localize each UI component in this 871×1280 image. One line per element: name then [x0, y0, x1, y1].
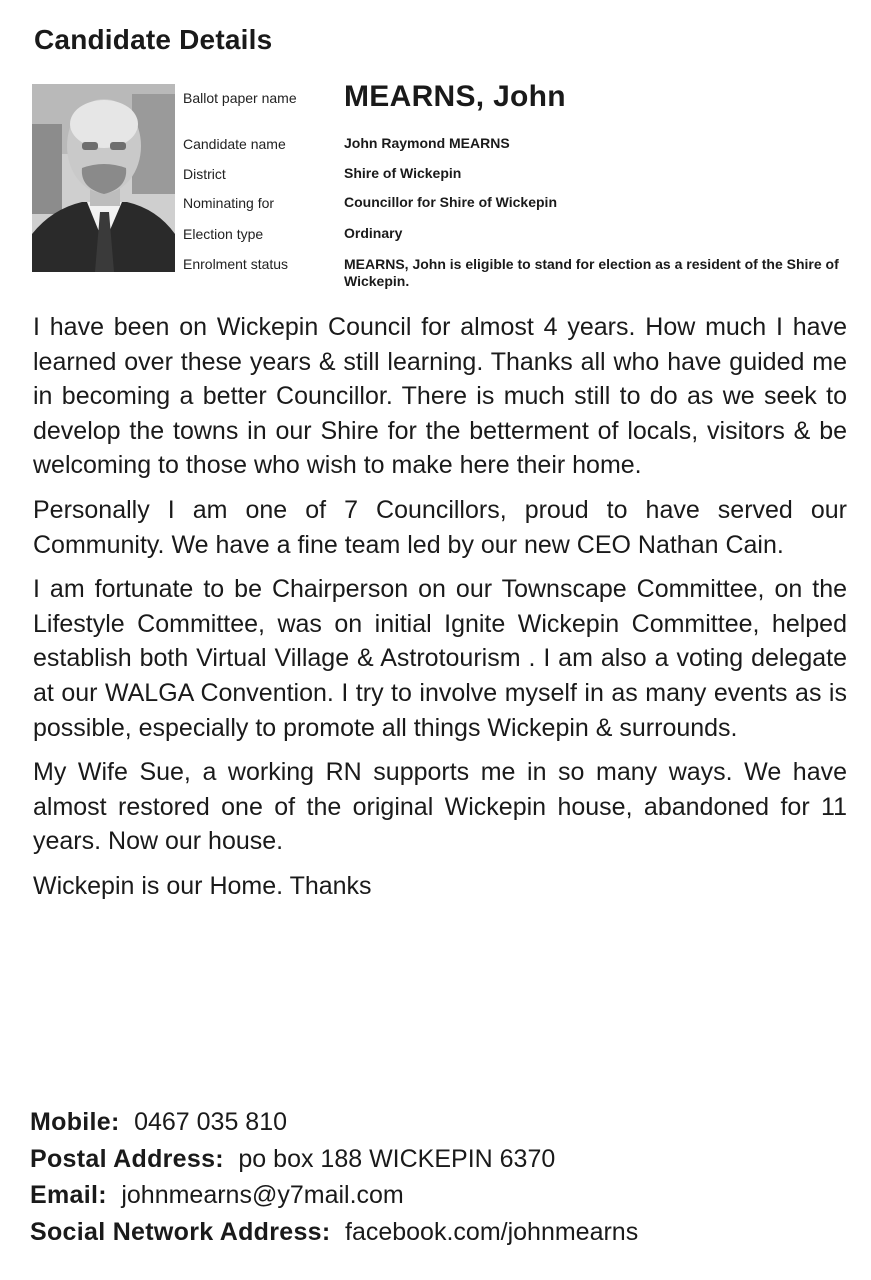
ballot-name-value: MEARNS, John [344, 80, 566, 113]
postal-label: Postal Address: [30, 1144, 239, 1173]
ballot-name-label: Ballot paper name [183, 90, 297, 106]
page-title: Candidate Details [34, 24, 273, 55]
enrolment-status-value: MEARNS, John is eligible to stand for election as a resident of the Shire of Wickepin. [344, 256, 839, 289]
candidate-statement [33, 310, 847, 914]
postal-row [30, 1141, 638, 1178]
statement-paragraph: I have been on Wickepin Council for almost 4 years. How much I have learned over these years & still learning. Thanks all who have guided me in becoming a better Councillor. There is much still to do as we seek to develop the towns in our Shire for the betterment of locals, visitors & be welcoming to those who wish to make here their home. [33, 313, 847, 480]
candidate-name-value: John Raymond MEARNS [344, 135, 510, 151]
email-label: Email: [30, 1181, 122, 1209]
contact-details [30, 1104, 638, 1250]
candidate-name-label: Candidate name [183, 136, 286, 152]
election-type-value: Ordinary [344, 225, 403, 241]
district-value: Shire of Wickepin [344, 165, 462, 181]
email-value: johnmearns@y7mail.com [121, 1181, 404, 1209]
mobile-label: Mobile: [30, 1108, 135, 1136]
election-type-label: Election type [183, 226, 264, 242]
mobile-row [30, 1104, 638, 1141]
statement-paragraph: Wickepin is our Home. Thanks [33, 871, 372, 900]
candidate-portrait-icon [32, 84, 175, 272]
statement-paragraph: My Wife Sue, a working RN supports me in so many ways. We have almost restored one of the original Wickepin house, abandoned for 11 years. Now our house. [33, 758, 847, 856]
social-row [30, 1214, 638, 1251]
nominating-for-label: Nominating for [183, 195, 275, 211]
enrolment-status-label: Enrolment status [183, 256, 289, 272]
candidate-photo [32, 84, 175, 272]
social-label: Social Network Address: [30, 1217, 345, 1246]
statement-paragraph: Personally I am one of 7 Councillors, proud to have served our Community. We have a fine team led by our new CEO Nathan Cain. [33, 495, 847, 559]
nominating-for-value: Councillor for Shire of Wickepin [344, 194, 558, 210]
social-value: facebook.com/johnmearns [345, 1217, 639, 1246]
email-row [30, 1177, 638, 1214]
mobile-value: 0467 035 810 [134, 1108, 288, 1136]
district-label: District [183, 166, 226, 182]
statement-paragraph: I am fortunate to be Chairperson on our Townscape Committee, on the Lifestyle Committee, was on initial Ignite Wickepin Committee, helped establish both Virtual Village & Astrotourism . I am also a voting delegate at our WALGA Convention. I try to involve myself in as many events as is possible, especially to promote all things Wickepin & surrounds. [33, 575, 847, 742]
postal-value: po box 188 WICKEPIN 6370 [238, 1144, 556, 1173]
